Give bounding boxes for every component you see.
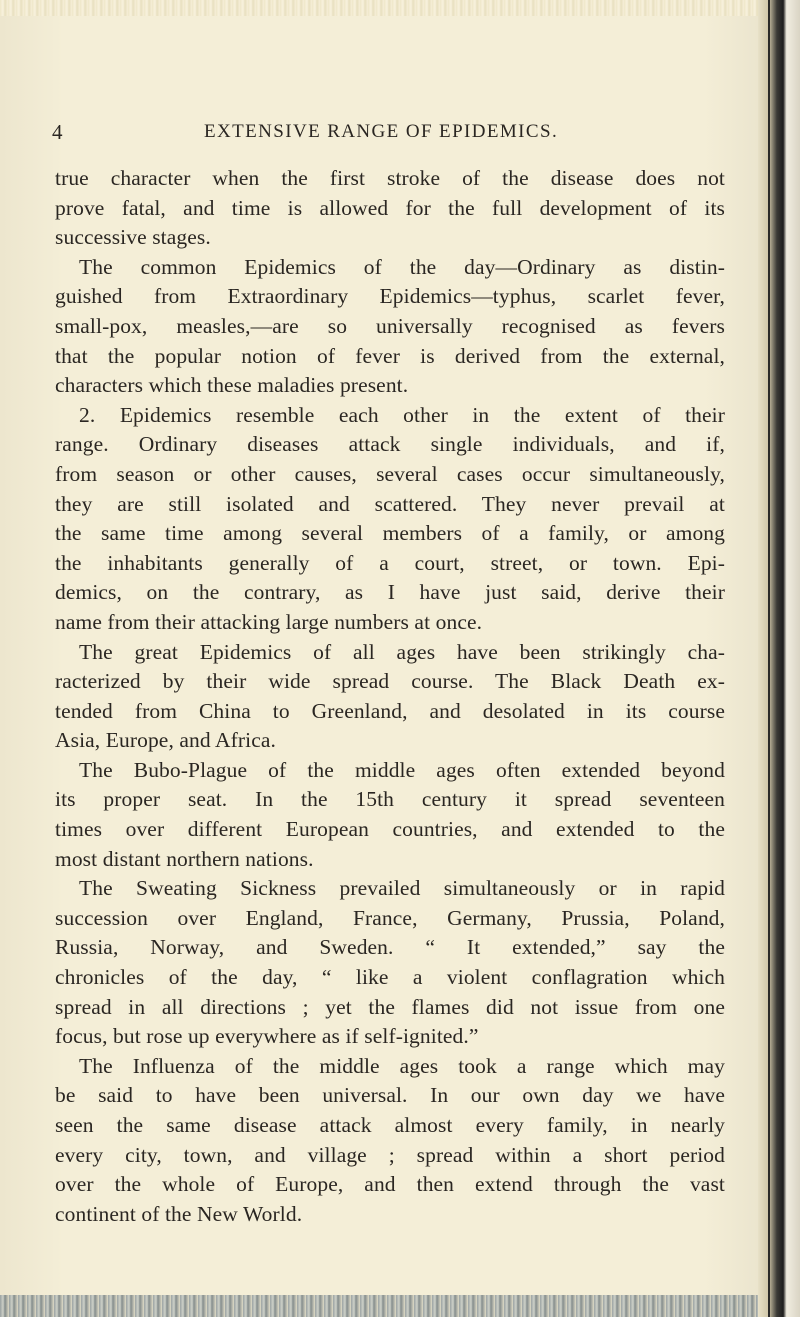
text-line: The Influenza of the middle ages took a range which may [79,1053,725,1078]
page-top-edge [0,0,770,16]
text-line: that the popular notion of fever is derived from the external, [55,343,725,368]
spine-shadow-line [768,0,770,1317]
text-line: The common Epidemics of the day—Ordinary as distin- [79,254,725,279]
text-line: The Sweating Sickness prevailed simultaneously or in rapid [79,876,725,901]
text-line: small-pox, measles,—are so universally recognised as fevers [55,313,725,338]
text-line: every city, town, and village ; spread within a short period [55,1142,725,1167]
text-line: seen the same disease attack almost every family, in nearly [55,1113,725,1137]
text-line: they are still isolated and scattered. They never prevail at [55,491,725,516]
text-line: chronicles of the day, “ like a violent conflagration which [55,965,725,990]
text-line: guished from Extraordinary Epidemics—typhus, scarlet fever, [55,284,725,309]
page-bottom-edge [0,1295,770,1317]
text-line: racterized by their wide spread course. The Black Death ex- [55,669,725,694]
text-line: Asia, Europe, and Africa. [55,728,277,753]
text-line: prove fatal, and time is allowed for the full development of its [55,195,725,220]
running-head: EXTENSIVE RANGE OF EPIDEMICS. [204,121,559,142]
text-line: demics, on the contrary, as I have just said, derive their [55,580,725,605]
text-line: times over different European countries, and extended to the [55,817,725,842]
page-number: 4 [52,120,63,144]
page-header [52,120,752,148]
text-line: tended from China to Greenland, and desolated in its course [55,698,725,723]
text-line: Russia, Norway, and Sweden. “ It extended,” say the [55,935,725,960]
book-spine-edge [758,0,800,1317]
text-line: The great Epidemics of all ages have been strikingly cha- [79,639,725,664]
text-line: be said to have been universal. In our own day we have [55,1083,725,1108]
text-line: successive stages. [55,225,211,250]
text-line: succession over England, France, Germany, Prussia, Poland, [55,905,725,930]
text-line: the same time among several members of a family, or among [55,521,725,546]
text-line: the inhabitants generally of a court, street, or town. Epi- [55,550,725,575]
text-line: focus, but rose up everywhere as if self-ignited.” [55,1024,479,1049]
text-line: continent of the New World. [55,1201,303,1226]
text-line: name from their attacking large numbers at once. [55,609,483,634]
text-line: its proper seat. In the 15th century it spread seventeen [55,787,725,812]
text-line: characters which these maladies present. [55,373,409,398]
text-line: spread in all directions ; yet the flames did not issue from one [55,994,725,1019]
text-line: true character when the first stroke of the disease does not [55,166,725,190]
text-line: The Bubo-Plague of the middle ages often extended beyond [79,757,725,782]
text-line: from season or other causes, several cases occur simultaneously, [55,461,725,486]
text-line: 2. Epidemics resemble each other in the extent of their [79,402,725,427]
text-line: range. Ordinary diseases attack single individuals, and if, [55,432,725,457]
text-line: most distant northern nations. [55,846,314,871]
body-text [55,164,725,1229]
text-line: over the whole of Europe, and then extend through the vast [55,1172,725,1197]
